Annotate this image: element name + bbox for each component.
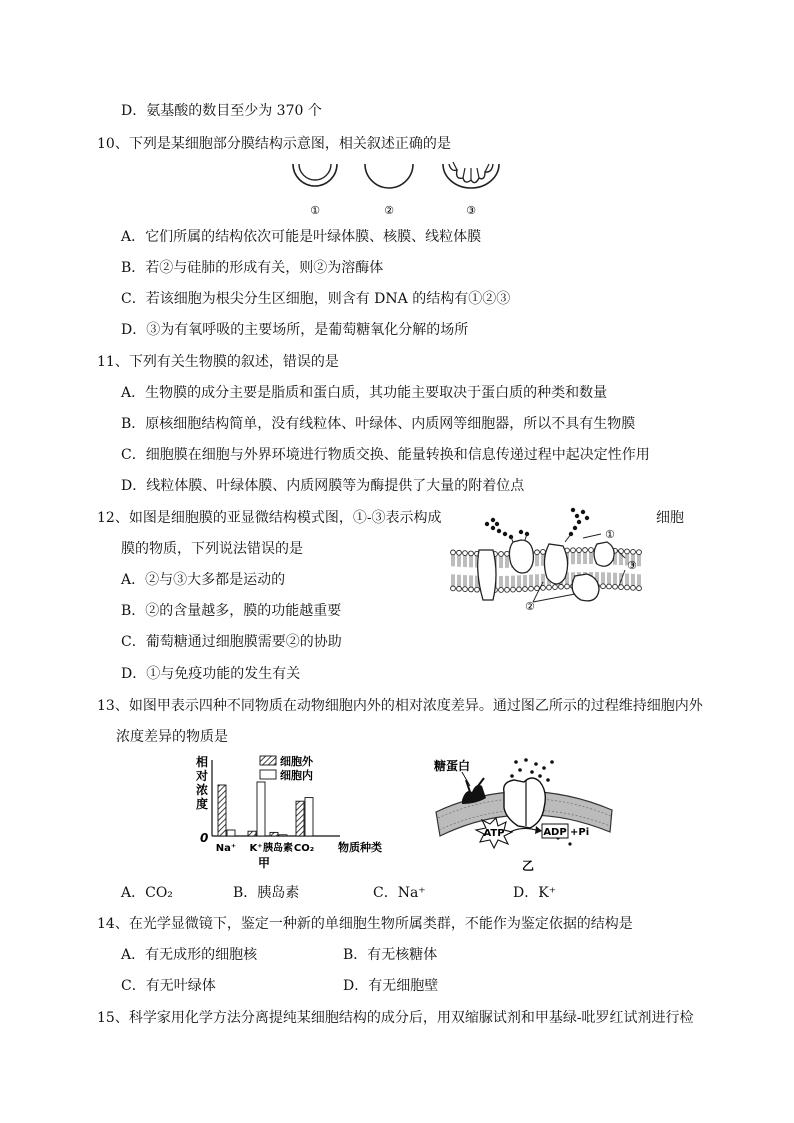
lipid-tail xyxy=(632,574,634,586)
lipid-tail xyxy=(518,575,520,587)
lipid-tail xyxy=(530,575,532,587)
q13-stem-part1: 13、如图甲表示四种不同物质在动物细胞内外的相对浓度差异。通过图乙所示的过程维持细胞内外 xyxy=(97,698,703,714)
chart-ylabel-4: 度 xyxy=(196,797,209,811)
q9-option-d: D．氨基酸的数目至少为 370 个 xyxy=(121,103,322,119)
q10-option-c: C．若该细胞为根尖分生区细胞，则含有 DNA 的结构有①②③ xyxy=(121,291,511,307)
lipid-tail xyxy=(572,553,574,565)
bar-outside-1 xyxy=(248,831,256,836)
figure-yi-caption: 乙 xyxy=(522,859,535,873)
q10-option-a: A．它们所属的结构依次可能是叶绿体膜、核膜、线粒体膜 xyxy=(121,229,482,245)
lipid-head xyxy=(475,587,480,592)
membrane-protein xyxy=(594,542,614,566)
q13-option-c: C．Na⁺ xyxy=(373,885,426,901)
lipid-head xyxy=(451,550,456,555)
q12-label-2: ② xyxy=(525,600,535,612)
legend-label-outside: 细胞外 xyxy=(280,755,313,768)
chart-xlabel: 物质种类 xyxy=(338,841,382,854)
lipid-head xyxy=(457,550,462,555)
pi-label: +Pi xyxy=(570,827,590,838)
lipid-tail xyxy=(602,572,604,584)
bar-inside-3 xyxy=(305,798,313,836)
lipid-tail xyxy=(638,555,640,567)
q11-option-d: D．线粒体膜、叶绿体膜、内质网膜等为酶提供了大量的附着位点 xyxy=(121,478,525,494)
lipid-tail xyxy=(458,555,460,567)
q13-figure-yi xyxy=(432,752,622,874)
q10-option-b: B．若②与硅肺的形成有关，则②为溶酶体 xyxy=(121,260,384,276)
lipid-tail xyxy=(638,574,640,586)
lipid-tail xyxy=(614,573,616,585)
q13-option-b: B．胰岛素 xyxy=(233,885,300,901)
lipid-head xyxy=(541,549,546,554)
lipid-head xyxy=(499,588,504,593)
q11-option-a: A．生物膜的成分主要是脂质和蛋白质，其功能主要取决于蛋白质的种类和数量 xyxy=(121,385,608,401)
q14-stem: 14、在光学显微镜下，鉴定一种新的单细胞生物所属类群，不能作为鉴定依据的结构是 xyxy=(97,916,633,932)
q12-stem-part1-tail: 细胞 xyxy=(656,510,684,526)
lipid-tail xyxy=(458,575,460,587)
chart-ylabel-3: 浓 xyxy=(196,783,209,797)
legend-swatch-inside xyxy=(260,770,276,779)
lipid-head xyxy=(631,549,636,554)
membrane-protein xyxy=(509,540,533,573)
lipid-tail xyxy=(524,575,526,587)
lipid-tail xyxy=(590,552,592,564)
lipid-tail xyxy=(452,574,454,586)
lipid-head xyxy=(565,584,570,589)
legend-swatch-outside xyxy=(260,756,276,765)
lipid-head xyxy=(463,587,468,592)
lipid-head xyxy=(601,584,606,589)
x-tick-label-2: 胰岛素 xyxy=(263,843,293,854)
lipid-tail xyxy=(536,574,538,586)
lipid-head xyxy=(583,548,588,553)
q13-option-d: D．K⁺ xyxy=(513,885,557,901)
q12-option-d: D．①与免疫功能的发生有关 xyxy=(121,666,301,682)
glycoprotein-chains xyxy=(485,508,589,539)
q10-label-3: ③ xyxy=(466,204,476,217)
membrane-protein xyxy=(478,550,496,600)
x-tick-label-0: Na⁺ xyxy=(215,843,237,854)
lipid-head xyxy=(553,585,558,590)
lipid-tail xyxy=(542,554,544,566)
lipid-head xyxy=(625,549,630,554)
chart-x-ticks xyxy=(216,841,314,854)
lipid-tail xyxy=(464,575,466,587)
lipid-tail xyxy=(512,576,514,588)
q12-stem-part2: 膜的物质，下列说法错误的是 xyxy=(121,541,303,557)
q11-stem: 11、下列有关生物膜的叙述，错误的是 xyxy=(97,354,339,370)
lipid-tail xyxy=(500,576,502,588)
lipid-head xyxy=(469,551,474,556)
bar-outside-2 xyxy=(270,832,278,836)
lipid-head xyxy=(607,584,612,589)
lipid-head xyxy=(577,548,582,553)
lipid-tail xyxy=(476,576,478,588)
lipid-head xyxy=(559,584,564,589)
q11-option-c: C．细胞膜在细胞与外界环境进行物质交换、能量转换和信息传递过程中起决定性作用 xyxy=(121,447,650,463)
chart-origin: 0 xyxy=(200,831,209,845)
lipid-tail xyxy=(506,576,508,588)
lipid-tail xyxy=(626,573,628,585)
x-tick-label-1: K⁺ xyxy=(249,843,263,854)
q14-option-b: B．有无核糖体 xyxy=(343,947,438,963)
carrier-protein xyxy=(504,778,546,828)
q14-option-a: A．有无成形的细胞核 xyxy=(121,947,258,963)
bar-inside-0 xyxy=(227,830,235,836)
bar-outside-0 xyxy=(218,785,226,836)
lipid-tail xyxy=(500,556,502,568)
q10-option-d: D．③为有氧呼吸的主要场所，是葡萄糖氧化分解的场所 xyxy=(121,322,469,338)
lipid-head xyxy=(547,585,552,590)
lipid-tail xyxy=(536,555,538,567)
chart-caption: 甲 xyxy=(258,856,271,870)
lipid-head xyxy=(523,587,528,592)
bar-outside-3 xyxy=(296,801,304,836)
lipid-tail xyxy=(608,572,610,584)
atp-label: ATP xyxy=(483,828,505,839)
q12-option-b: B．②的含量越多，膜的功能越重要 xyxy=(121,603,342,619)
q14-option-c: C．有无叶绿体 xyxy=(121,978,216,994)
chart-bars xyxy=(218,782,313,836)
q12-option-a: A．②与③大多都是运动的 xyxy=(121,572,286,588)
bar-inside-1 xyxy=(257,782,265,836)
lipid-tail xyxy=(578,552,580,564)
lipid-head xyxy=(637,586,642,591)
lipid-head xyxy=(631,585,636,590)
lipid-head xyxy=(505,551,510,556)
lipid-head xyxy=(451,586,456,591)
q12-label-1: ① xyxy=(605,528,615,541)
q11-option-b: B．原核细胞结构简单，没有线粒体、叶绿体、内质网等细胞器，所以不具有生物膜 xyxy=(121,416,636,432)
lipid-tail xyxy=(470,556,472,568)
lipid-tail xyxy=(452,555,454,567)
q13-stem-part2: 浓度差异的物质是 xyxy=(116,729,228,745)
chart-ylabel-1: 相 xyxy=(196,755,209,769)
q15-stem: 15、科学家用化学方法分离提纯某细胞结构的成分后，用双缩脲试剂和甲基绿-吡罗红试剂进行检 xyxy=(97,1010,694,1026)
legend-label-inside: 细胞内 xyxy=(280,769,313,782)
lipid-head xyxy=(529,586,534,591)
chart-ylabel-2: 对 xyxy=(196,769,209,783)
lipid-head xyxy=(499,552,504,557)
lipid-head xyxy=(469,587,474,592)
lipid-head xyxy=(457,586,462,591)
q14-option-d: D．有无细胞壁 xyxy=(343,978,439,994)
lipid-head xyxy=(625,585,630,590)
q13-option-a: A．CO₂ xyxy=(121,885,173,901)
q13-chart-jia xyxy=(190,752,390,870)
lipid-tail xyxy=(584,552,586,564)
lipid-tail xyxy=(464,556,466,568)
lipid-head xyxy=(637,550,642,555)
lipid-head xyxy=(535,550,540,555)
q10-stem: 10、下列是某细胞部分膜结构示意图，相关叙述正确的是 xyxy=(97,136,451,152)
lipid-head xyxy=(511,587,516,592)
lipid-head xyxy=(571,548,576,553)
q12-stem-part1: 12、如图是细胞膜的亚显微结构模式图，①-③表示构成 xyxy=(97,510,442,526)
adp-label: ADP xyxy=(543,827,567,838)
q10-membrane-figure xyxy=(285,158,515,220)
lipid-head xyxy=(463,551,468,556)
x-tick-label-3: CO₂ xyxy=(293,843,315,854)
glycoprotein-label: 糖蛋白 xyxy=(434,759,471,773)
lipid-head xyxy=(589,548,594,553)
lipid-head xyxy=(613,584,618,589)
membrane-protein xyxy=(572,574,599,601)
lipid-tail xyxy=(506,556,508,568)
lipid-head xyxy=(505,587,510,592)
q12-option-c: C．葡萄糖通过细胞膜需要②的协助 xyxy=(121,634,342,650)
q12-membrane-figure xyxy=(447,502,657,612)
lipid-tail xyxy=(470,575,472,587)
membrane-protein xyxy=(544,544,567,584)
q12-label-3: ③ xyxy=(627,559,637,572)
bar-inside-2 xyxy=(279,835,287,836)
lipid-head xyxy=(517,587,522,592)
q10-label-2: ② xyxy=(384,204,394,217)
q10-label-1: ① xyxy=(310,204,320,217)
